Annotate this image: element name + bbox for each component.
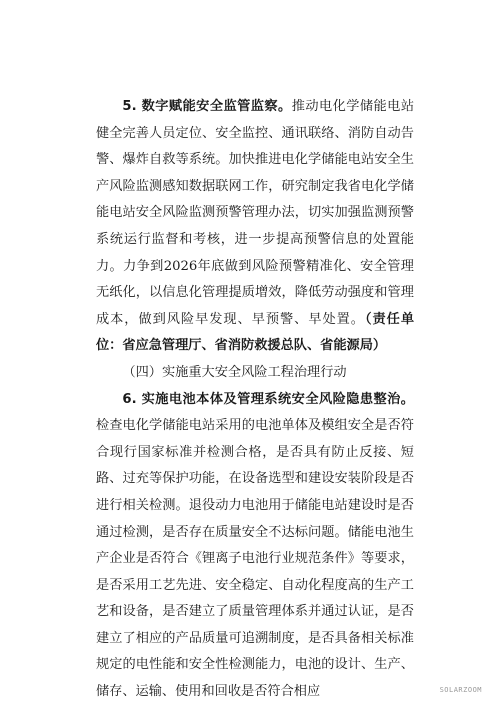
section-5-responsibility: （责任单位：省应急管理厅、省消防救援总队、省能源局）	[96, 311, 415, 354]
paragraph-section-6	[96, 387, 414, 706]
section-5-body: 推动电化学储能电站健全完善人员定位、安全监控、通讯联络、消防自动告警、爆炸自救等系统。加快推进电化学储能电站安全生产风险监测感知数据联网工作，研究制定我省电化学储能电站安全风险监测预警管理办法，切实加强监测预警系统运行监督和考核，进一步提高预警信息的处置能力。力争到2026年底做到风险预警精准化、安全管理无纸化，以信息化管理提质增效，降低劳动强度和管理成本，做到风险早发现、早预警、早处置。	[96, 99, 415, 327]
document-body	[96, 94, 414, 706]
section-5-title: 5. 数字赋能安全监管监察。	[122, 99, 292, 114]
watermark-logo: SOLARZOOM	[439, 686, 482, 694]
section-6-title: 6. 实施电池本体及管理系统安全风险隐患整治。	[122, 391, 414, 407]
section-4-heading: （四）实施重大安全风险工程治理行动	[122, 364, 347, 380]
section-6-body: 检查电化学储能电站采用的电池单体及模组安全是否符合现行国家标准并检测合格，是否具有防止反接、短路、过充等保护功能，在设备选型和建设安装阶段是否进行相关检测。退役动力电池用于储能电站建设时是否通过检测，是否存在质量安全不达标问题。储能电池生产企业是否符合《锂离子电池行业规范条件》等要求，是否采用工艺先进、安全稳定、自动化程度高的生产工艺和设备，是否建立了质量管理体系并通过认证，是否建立了相应的产品质量可追溯制度，是否具备相关标准规定的电性能和安全性检测能力，电池的设计、生产、储存、运输、使用和回收是否符合相应	[96, 418, 414, 700]
paragraph-section-5	[96, 94, 414, 360]
